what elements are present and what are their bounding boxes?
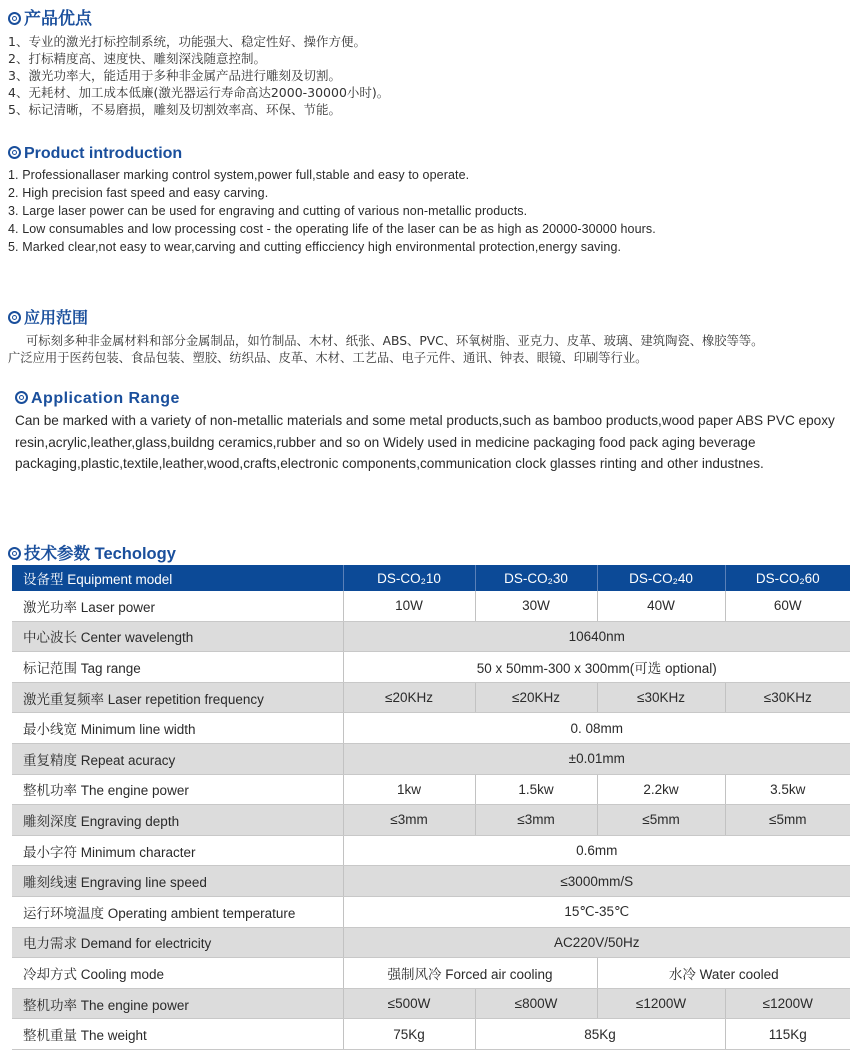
row-label: 整机功率 The engine power [12,774,343,805]
double-circle-icon [8,12,21,25]
list-item: 1. Professionallaser marking control system,power full,stable and easy to operate. [8,168,470,182]
header-cell: DS-CO₂60 [725,565,850,591]
advantages-list [8,33,389,118]
table-header-row [12,565,850,591]
application-heading-cn: 应用范围 [8,305,88,328]
application-text-en: Can be marked with a variety of non-metallic materials and some metal products,such as bamboo products,wood paper ABS PVC epoxy resin,acrylic,leather,glass,buildng ceramics,rubber and so on Widely used in medicine packaging food pack aging beverage packaging,plastic,textile,leather,wood,crafts,electronic components,communication clock glasses rinting and other industnes. [15,413,835,471]
row-label: 最小线宽 Minimum line width [12,713,343,744]
application-line-2: 广泛应用于医药包装、食品包装、塑胶、纺织品、皮革、木材、工艺品、电子元件、通讯、钟表、眼镜、印刷等行业。 [8,351,648,365]
double-circle-icon [8,311,21,324]
table-row [12,682,850,713]
row-label: 冷却方式 Cooling mode [12,958,343,989]
table-cell: 40W [597,591,725,621]
table-cell: ≤3mm [475,805,597,836]
table-cell: ≤20KHz [343,682,475,713]
header-cell: 设备型 Equipment model [12,565,343,591]
list-item: 2、打标精度高、速度快、雕刻深浅随意控制。 [8,51,266,66]
double-circle-icon [8,146,21,159]
table-cell: ≤5mm [597,805,725,836]
table-cell: 85Kg [475,1019,725,1050]
table-row [12,591,850,621]
table-cell: 强制风冷 Forced air cooling [343,958,597,989]
header-cell: DS-CO₂10 [343,565,475,591]
row-label: 整机功率 The engine power [12,988,343,1019]
table-cell: 115Kg [725,1019,850,1050]
application-text-cn [8,333,855,367]
row-label: 最小字符 Minimum character [12,835,343,866]
table-cell: 15℃-35℃ [343,896,850,927]
product-intro-heading: Product introduction [8,145,182,163]
row-label: 中心波长 Center wavelength [12,621,343,652]
tech-heading: 技术参数 Techology [8,540,176,564]
row-label: 重复精度 Repeat acuracy [12,743,343,774]
table-cell: ≤1200W [597,988,725,1019]
table-row [12,988,850,1019]
table-row [12,927,850,958]
table-cell: 0. 08mm [343,713,850,744]
table-row [12,896,850,927]
table-row [12,958,850,989]
table-cell: 水冷 Water cooled [597,958,850,989]
table-cell: 50 x 50mm-300 x 300mm(可选 optional) [343,652,850,683]
table-cell: ≤3mm [343,805,475,836]
double-circle-icon [15,391,28,404]
double-circle-icon [8,547,21,560]
table-cell: ≤800W [475,988,597,1019]
table-cell: 2.2kw [597,774,725,805]
table-row [12,835,850,866]
table-cell: ≤20KHz [475,682,597,713]
table-row [12,805,850,836]
header-cell: DS-CO₂40 [597,565,725,591]
list-item: 1、专业的激光打标控制系统，功能强大、稳定性好、操作方便。 [8,34,366,49]
row-label: 雕刻线速 Engraving line speed [12,866,343,897]
table-row [12,1019,850,1050]
table-cell: 1.5kw [475,774,597,805]
product-intro-list [8,166,656,256]
table-cell: 10W [343,591,475,621]
list-item: 3. Large laser power can be used for engraving and cutting of various non-metallic products. [8,204,528,218]
table-row [12,652,850,683]
row-label: 激光功率 Laser power [12,591,343,621]
table-row [12,743,850,774]
table-row [12,866,850,897]
application-line-1: 可标刻多种非金属材料和部分金属制品，如竹制品、木材、纸张、ABS、PVC、环氧树脂、亚克力、皮革、玻璃、建筑陶瓷、橡胶等等。 [26,334,764,348]
table-cell: 10640nm [343,621,850,652]
table-cell: ≤5mm [725,805,850,836]
table-cell: 30W [475,591,597,621]
table-cell: ≤500W [343,988,475,1019]
header-cell: DS-CO₂30 [475,565,597,591]
table-cell: 3.5kw [725,774,850,805]
row-label: 整机重量 The weight [12,1019,343,1050]
row-label: 电力需求 Demand for electricity [12,927,343,958]
row-label: 运行环境温度 Operating ambient temperature [12,896,343,927]
list-item: 2. High precision fast speed and easy carving. [8,186,269,200]
row-label: 标记范围 Tag range [12,652,343,683]
table-cell: 0.6mm [343,835,850,866]
row-label: 激光重复频率 Laser repetition frequency [12,682,343,713]
advantages-heading: 产品优点 [8,4,92,29]
table-cell: AC220V/50Hz [343,927,850,958]
table-cell: ≤30KHz [725,682,850,713]
table-cell: ≤30KHz [597,682,725,713]
table-row [12,621,850,652]
application-heading-en: Application Range [15,390,180,408]
list-item: 3、激光功率大，能适用于多种非金属产品进行雕刻及切割。 [8,68,341,83]
table-row [12,713,850,744]
list-item: 5. Marked clear,not easy to wear,carving and cutting efficciency high environmental protection,energy saving. [8,240,622,254]
row-label: 雕刻深度 Engraving depth [12,805,343,836]
table-cell: ±0.01mm [343,743,850,774]
table-cell: ≤1200W [725,988,850,1019]
table-cell: 75Kg [343,1019,475,1050]
list-item: 4. Low consumables and low processing cost - the operating life of the laser can be as high as 20000-30000 hours. [8,222,656,236]
table-cell: ≤3000mm/S [343,866,850,897]
table-cell: 60W [725,591,850,621]
list-item: 5、标记清晰，不易磨损，雕刻及切割效率高、环保、节能。 [8,102,341,117]
table-cell: 1kw [343,774,475,805]
spec-table [12,565,850,1050]
table-row [12,774,850,805]
list-item: 4、无耗材、加工成本低廉(激光器运行寿命高达2000-30000小时)。 [8,85,390,100]
